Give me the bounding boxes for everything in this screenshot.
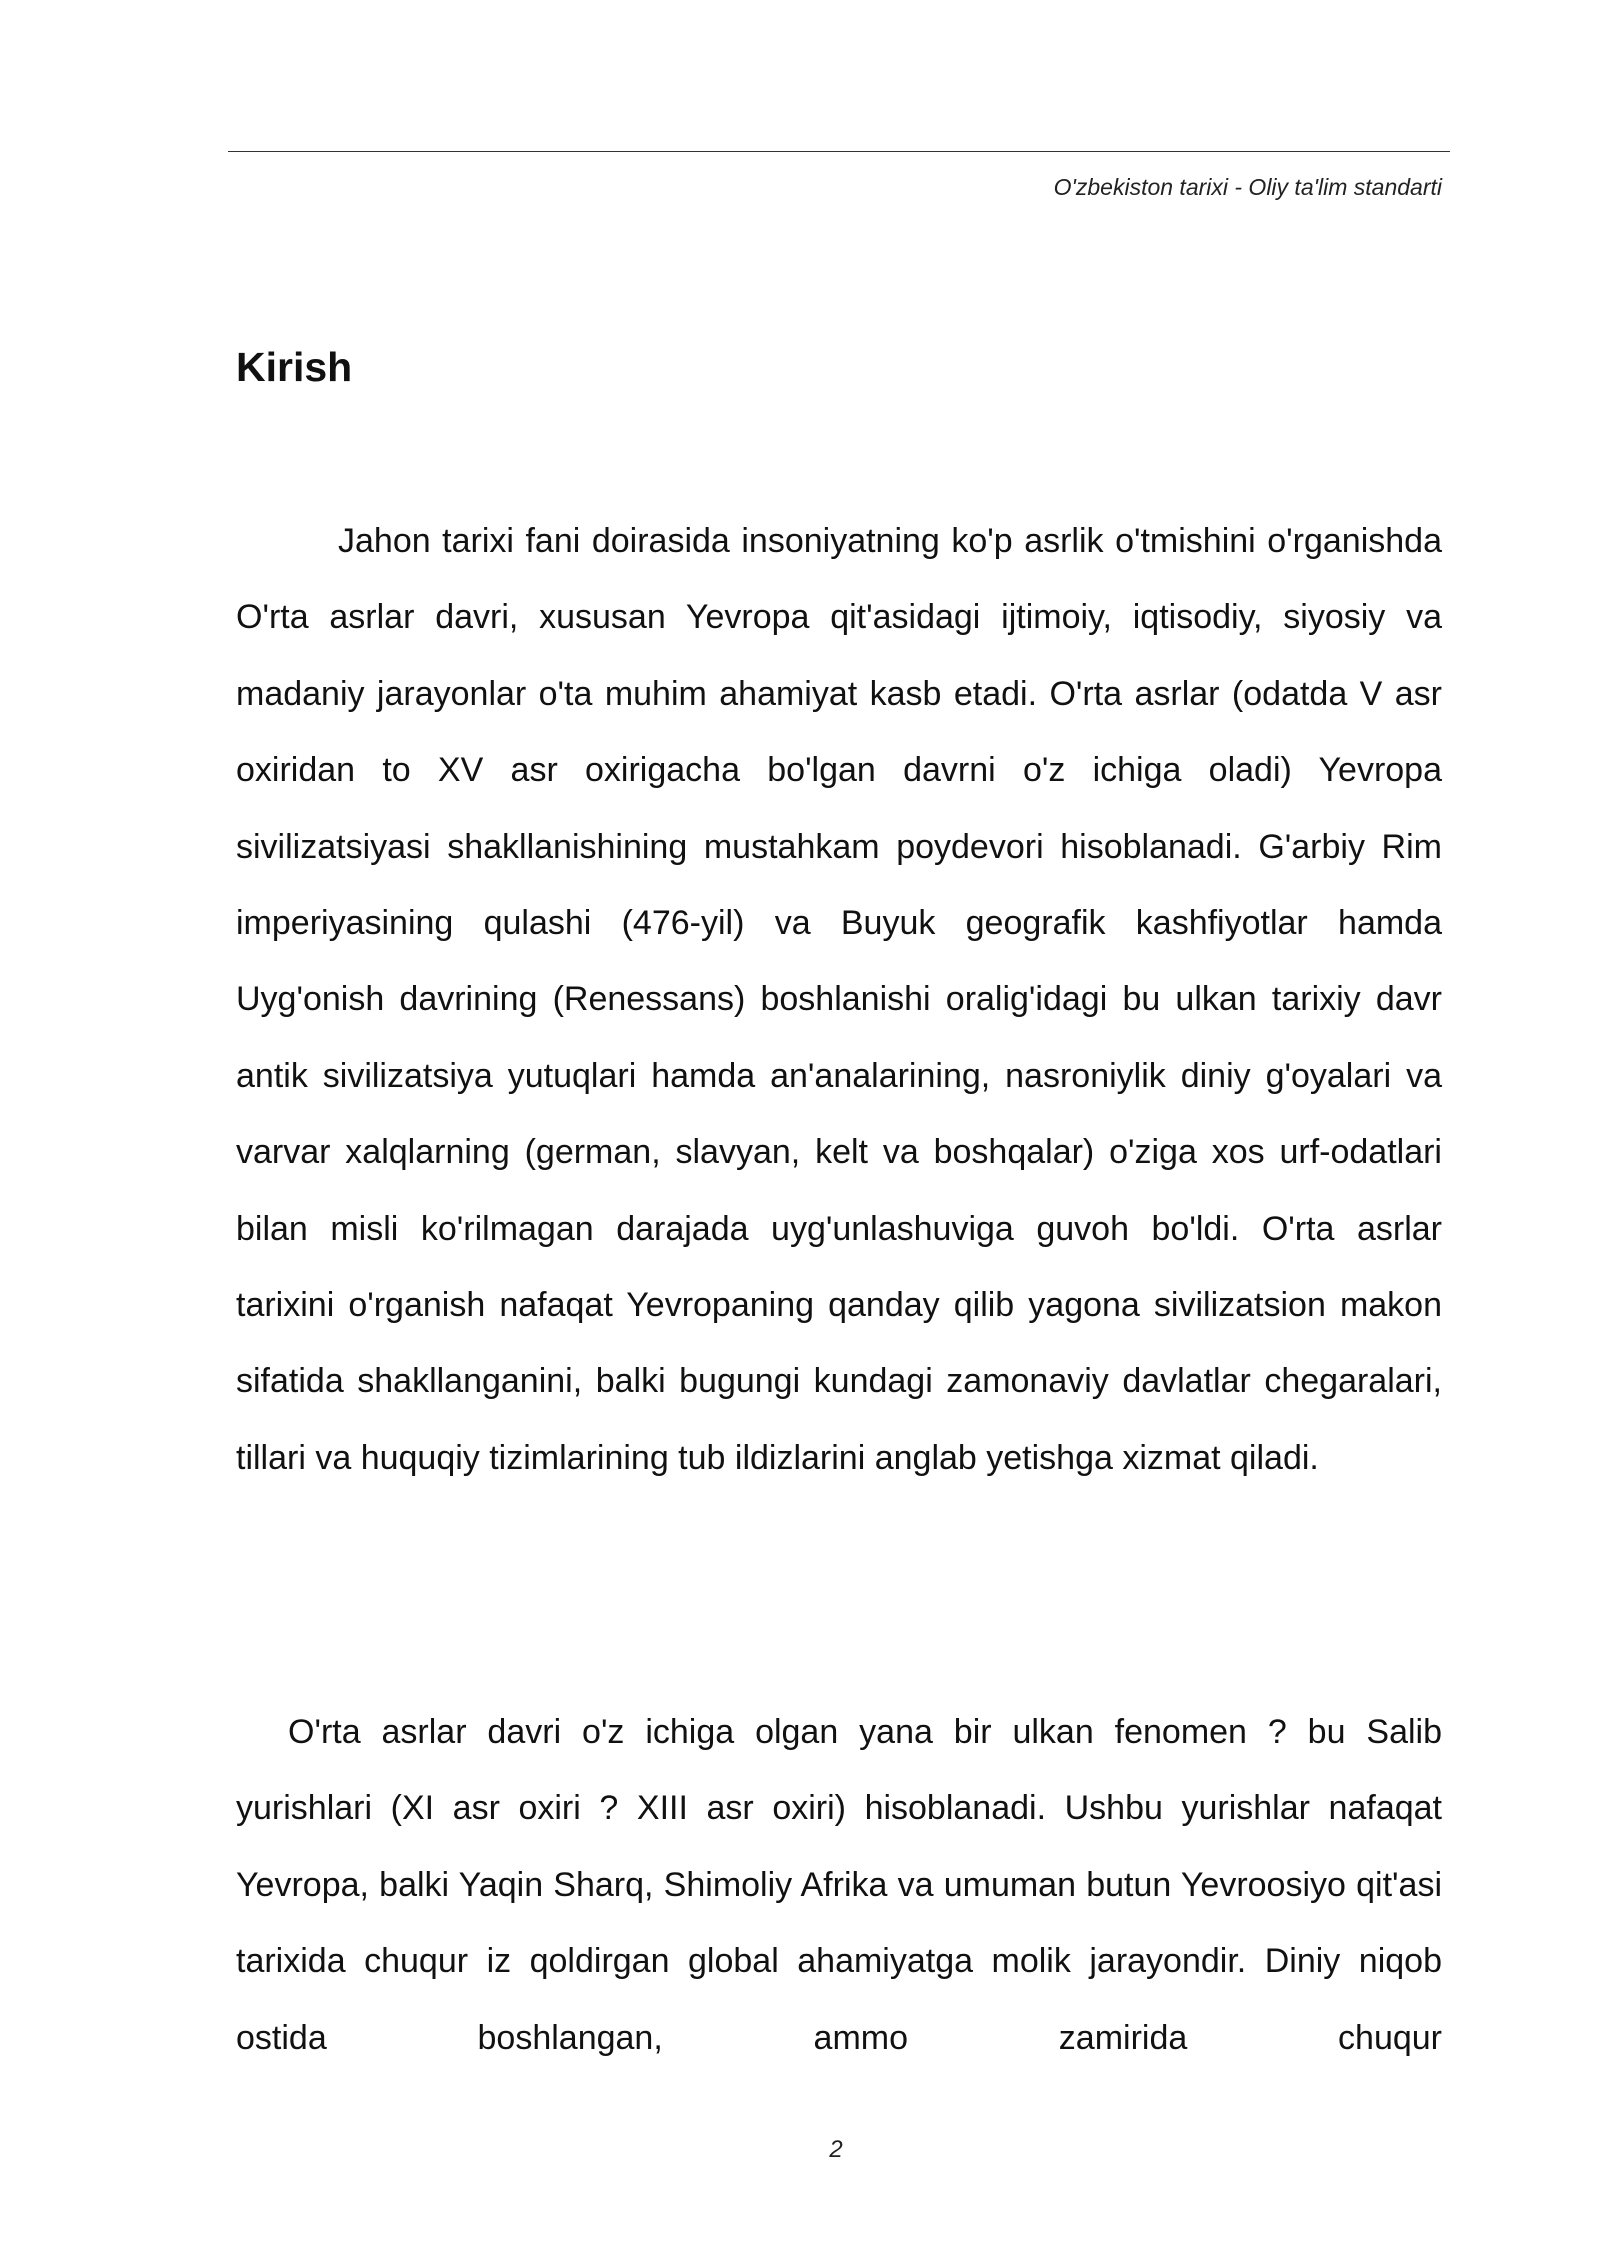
body-paragraph-1: Jahon tarixi fani doirasida insoniyatning ko'p asrlik o'tmishini o'rganishda O'rta asrlar davri, xususan Yevropa qit'asidagi ijtimoiy, iqtisodiy, siyosiy va madaniy jarayonlar o'ta muhim ahamiyat kasb etadi. O'rta asrlar (odatda V asr oxiridan to XV asr oxirigacha bo'lgan davrni o'z ichiga oladi) Yevropa sivilizatsiyasi shakllanishining mustahkam poydevori hisoblanadi. G'arbiy Rim imperiyasining qulashi (476-yil) va Buyuk geografik kashfiyotlar hamda Uyg'onish davrining (Renessans) boshlanishi oralig'idagi bu ulkan tarixiy davr antik sivilizatsiya yutuqlari hamda an'analarining, nasroniylik diniy g'oyalari va varvar xalqlarning (german, slavyan, kelt va boshqalar) o'ziga xos urf-odatlari bilan misli ko'rilmagan darajada uyg'unlashuviga guvoh bo'ldi. O'rta asrlar tarixini o'rganish nafaqat Yevropaning qanday qilib yagona sivilizatsion makon sifatida shakllanganini, balki bugungi kundagi zamonaviy davlatlar chegaralari, tillari va huquqiy tizimlarining tub ildizlarini anglab yetishga xizmat qiladi. — [236, 522, 1442, 1477]
page-number: 2 — [829, 2136, 843, 2163]
running-header: O'zbekiston tarixi - Oliy ta'lim standarti — [1053, 174, 1442, 200]
header-rule — [228, 151, 1450, 152]
body-paragraph-2: O'rta asrlar davri o'z ichiga olgan yana bir ulkan fenomen ? bu Salib yurishlari (XI asr oxiri ? XIII asr oxiri) hisoblanadi. Ushbu yurishlar nafaqat Yevropa, balki Yaqin Sharq, Shimoliy Afrika va umuman butun Yevroosiyo qit'asi tarixida chuqur iz qoldirgan global ahamiyatga molik jarayondir. Diniy niqob ostida boshlangan, ammo zamirida chuqur — [236, 1713, 1442, 2057]
section-heading: Kirish — [236, 344, 353, 390]
